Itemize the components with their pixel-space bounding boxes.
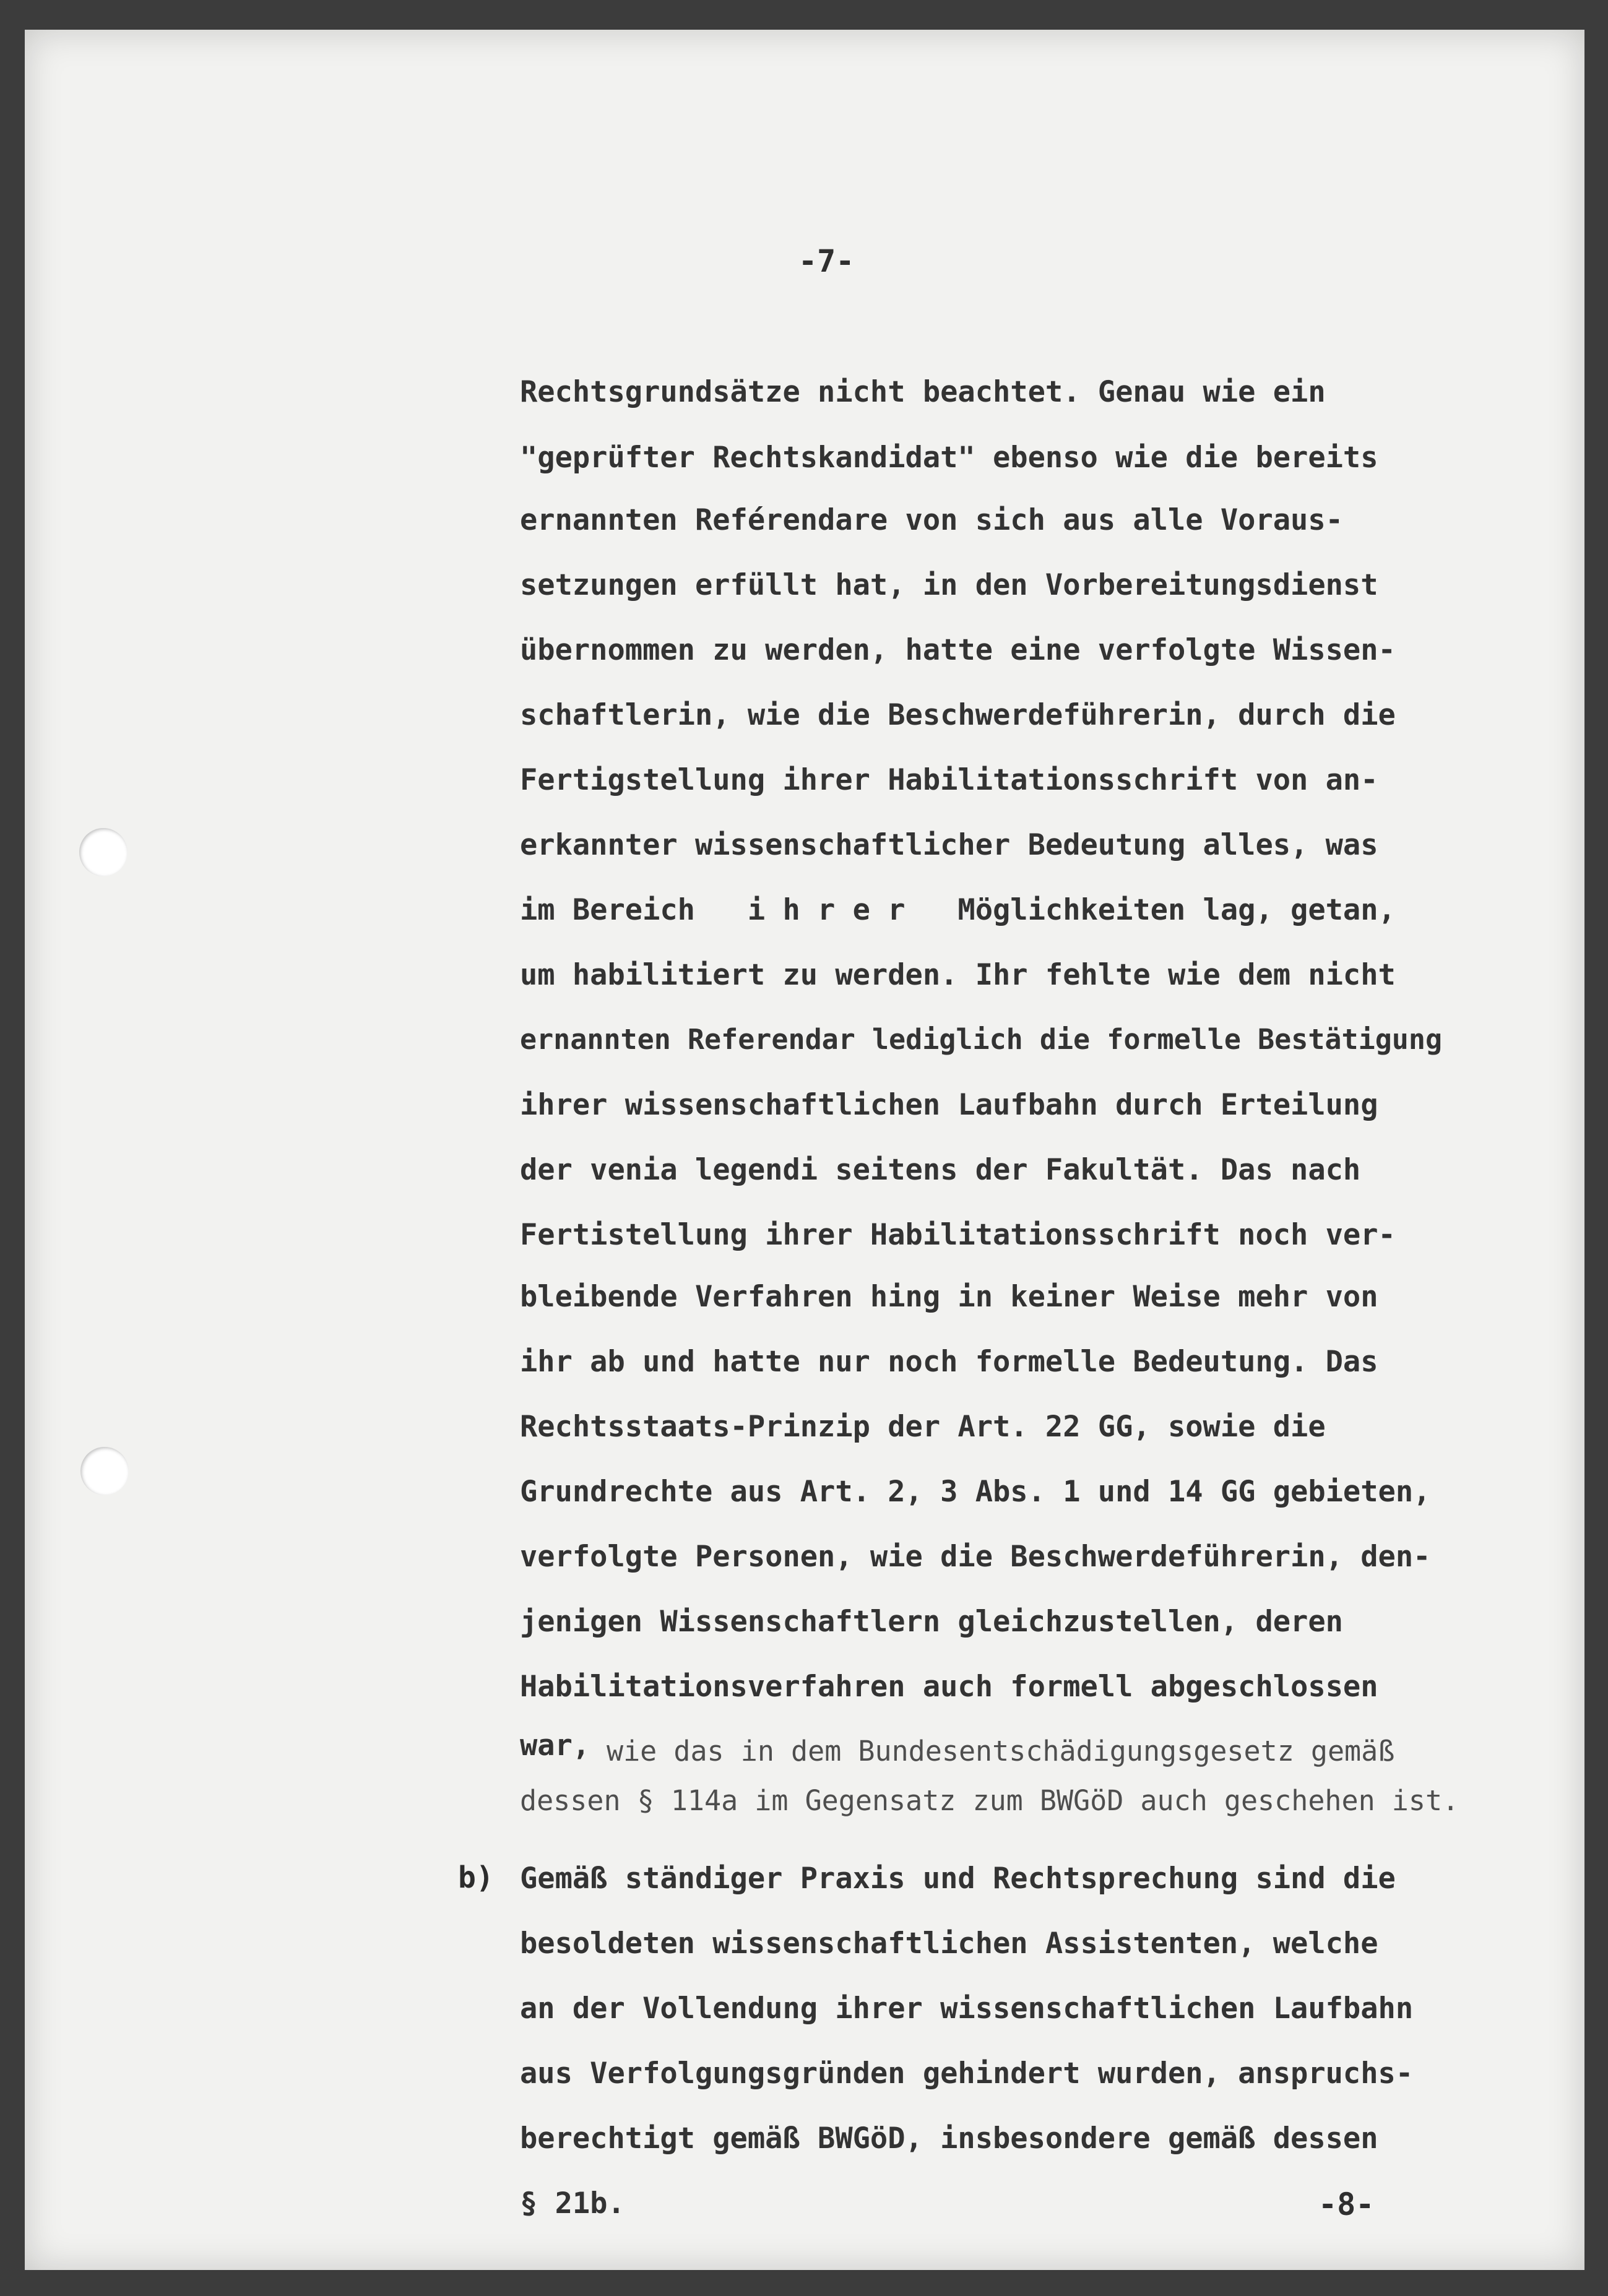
- body-line: übernommen zu werden, hatte eine verfolgte Wissen-: [520, 633, 1396, 667]
- body-line: Rechtsstaats-Prinzip der Art. 22 GG, sowie die: [520, 1410, 1326, 1444]
- body-line: der venia legendi seitens der Fakultät. Das nach: [520, 1153, 1361, 1187]
- item-b-line: Gemäß ständiger Praxis und Rechtsprechung sind die: [520, 1862, 1396, 1896]
- body-line: bleibende Verfahren hing in keiner Weise mehr von: [520, 1280, 1378, 1314]
- body-line: erkannter wissenschaftlicher Bedeutung alles, was: [520, 828, 1378, 862]
- body-line: setzungen erfüllt hat, in den Vorbereitungsdienst: [520, 568, 1378, 602]
- body-line: Grundrechte aus Art. 2, 3 Abs. 1 und 14 GG gebieten,: [520, 1475, 1431, 1509]
- body-line: um habilitiert zu werden. Ihr fehlte wie dem nicht: [520, 958, 1396, 992]
- body-line: Habilitationsverfahren auch formell abgeschlossen: [520, 1670, 1378, 1704]
- body-line: ihrer wissenschaftlichen Laufbahn durch Erteilung: [520, 1088, 1378, 1122]
- body-line: verfolgte Personen, wie die Beschwerdeführerin, den-: [520, 1540, 1431, 1574]
- next-page-number: -8-: [1318, 2186, 1375, 2222]
- body-line: im Bereich i h r e r Möglichkeiten lag, getan,: [520, 893, 1396, 927]
- body-line: schaftlerin, wie die Beschwerdeführerin, durch die: [520, 698, 1396, 732]
- body-line-ending: war,: [520, 1728, 590, 1763]
- body-line: ernannten Referendar lediglich die formelle Bestätigung: [520, 1023, 1443, 1056]
- item-b-line: besoldeten wissenschaftlichen Assistenten, welche: [520, 1927, 1378, 1961]
- body-line: ihr ab und hatte nur noch formelle Bedeutung. Das: [520, 1345, 1378, 1379]
- body-line: Fertigstellung ihrer Habilitationsschrift von an-: [520, 763, 1378, 797]
- body-line: Rechtsgrundsätze nicht beachtet. Genau wie ein: [520, 375, 1326, 409]
- body-line: jenigen Wissenschaftlern gleichzustellen, deren: [520, 1605, 1343, 1639]
- inserted-text-line: dessen § 114a im Gegensatz zum BWGöD auch geschehen ist.: [520, 1784, 1459, 1817]
- list-marker-b: b): [458, 1860, 494, 1895]
- item-b-line: aus Verfolgungsgründen gehindert wurden, anspruchs-: [520, 2056, 1414, 2091]
- document-page: [25, 30, 1584, 2270]
- item-b-line: § 21b.: [520, 2186, 625, 2220]
- item-b-line: berechtigt gemäß BWGöD, insbesondere gemäß dessen: [520, 2121, 1378, 2156]
- punch-hole-bottom: [80, 1447, 129, 1495]
- page-number: -7-: [798, 243, 855, 279]
- body-line: Fertistellung ihrer Habilitationsschrift noch ver-: [520, 1218, 1396, 1252]
- body-line: ernannten Reférendare von sich aus alle Voraus-: [520, 503, 1343, 537]
- item-b-line: an der Vollendung ihrer wissenschaftlichen Laufbahn: [520, 1992, 1414, 2026]
- body-line: "geprüfter Rechtskandidat" ebenso wie die bereits: [520, 441, 1378, 475]
- punch-hole-top: [79, 828, 128, 876]
- inserted-text-line: wie das in dem Bundesentschädigungsgesetz gemäß: [607, 1735, 1395, 1767]
